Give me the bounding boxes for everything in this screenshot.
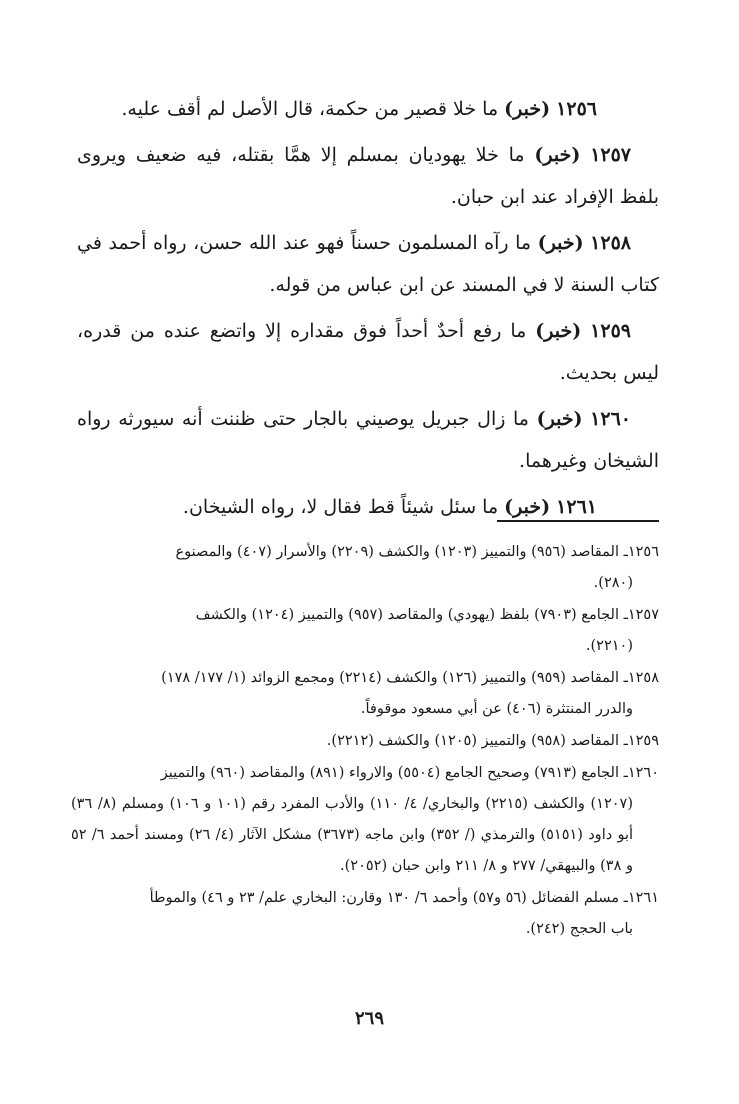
footnote-text: ١٢٥٦ـ المقاصد (٩٥٦) والتمييز (١٢٠٣) والكشف (٢٢٠٩) والأسرار (٤٠٧) والمصنوع	[175, 544, 659, 560]
footnote-1259	[71, 726, 659, 757]
footnote-continuation: (١٢٠٧) والكشف (٢٢١٥) والبخاري/ ٤/ ١١٠) والأدب المفرد رقم (١٠١ و ١٠٦) ومسلم (٨/ ٣٦) أبو داود (٥١٥١) والترمذي (/ ٣٥٢) وابن ماجه (٣٦٧٣) مشكل الآثار (٤/ ٢٦) ومسند أحمد ٦/ ٥٢ و ٣٨) والبيهقي/ ٢٧٧ و ٨/ ٢١١ وابن حبان (٢٠٥٢).	[71, 796, 634, 874]
footnote-continuation: والدرر المنتثرة (٤٠٦) عن أبي مسعود موقوفاً.	[360, 701, 633, 717]
entry-text: ما خلا يهوديان بمسلم إلا همَّا بقتله، فيه ضعيف ويروى بلفظ الإفراد عند ابن حبان.	[77, 144, 659, 208]
entry-tag: (خبر)	[504, 496, 551, 518]
footnote-text: ١٢٥٧ـ الجامع (٧٩٠٣) بلفظ (يهودي) والمقاصد (٩٥٧) والتمييز (١٢٠٤) والكشف	[195, 607, 659, 623]
page-number: ٢٦٩	[354, 1008, 384, 1029]
entry-tag: (خبر)	[535, 320, 582, 342]
footnote-1258	[71, 663, 659, 725]
entry-text: ما رآه المسلمون حسناً فهو عند الله حسن، رواه أحمد في كتاب السنة لا في المسند عن ابن عباس من قوله.	[77, 232, 659, 296]
entry-number: ١٢٦٠	[590, 408, 631, 430]
hadith-entry-1259	[77, 310, 659, 394]
hadith-entry-1260	[77, 398, 659, 482]
footnote-text: ١٢٦١ـ مسلم الفضائل (٥٦ و٥٧) وأحمد ٦/ ١٣٠ وقارن: البخاري علم/ ٢٣ و ٤٦) والموطأ	[149, 890, 659, 906]
entry-number: ١٢٥٨	[590, 232, 631, 254]
entry-text: ما زال جبريل يوصيني بالجار حتى ظننت أنه سيورثه رواه الشيخان وغيرهما.	[77, 408, 659, 472]
entry-tag: (خبر)	[504, 98, 551, 120]
footnote-continuation: باب الحجج (٢٤٢).	[525, 921, 633, 937]
footnote-text: ١٢٥٩ـ المقاصد (٩٥٨) والتمييز (١٢٠٥) والكشف (٢٢١٢).	[326, 733, 659, 749]
entry-number: ١٢٥٦	[556, 98, 597, 120]
entry-tag: (خبر)	[534, 144, 581, 166]
footnote-1260	[71, 758, 659, 882]
footnote-divider	[497, 520, 659, 522]
hadith-entry-1258	[77, 222, 659, 306]
hadith-entry-1256	[77, 88, 659, 130]
entry-number: ١٢٥٩	[590, 320, 631, 342]
footnote-1257	[71, 600, 659, 662]
entry-number: ١٢٦١	[556, 496, 597, 518]
footnote-text: ١٢٦٠ـ الجامع (٧٩١٣) وصحيح الجامع (٥٥٠٤) والارواء (٨٩١) والمقاصد (٩٦٠) والتمييز	[160, 765, 659, 781]
hadith-entry-1257	[77, 134, 659, 218]
footnote-continuation: (٢٨٠).	[593, 575, 633, 591]
entry-tag: (خبر)	[537, 232, 584, 254]
entry-text: ما سئل شيئاً قط فقال لا، رواه الشيخان.	[182, 496, 499, 518]
entry-text: ما خلا قصير من حكمة، قال الأصل لم أقف عليه.	[121, 98, 499, 120]
entry-number: ١٢٥٧	[590, 144, 632, 166]
footnote-text: ١٢٥٨ـ المقاصد (٩٥٩) والتمييز (١٢٦) والكشف (٢٢١٤) ومجمع الزوائد (١/ ١٧٧/ ١٧٨)	[161, 670, 659, 686]
footnote-continuation: (٢٢١٠).	[585, 638, 633, 654]
footnotes	[71, 537, 659, 946]
hadith-entries	[77, 88, 659, 532]
entry-text: ما رفع أحدٌ أحداً فوق مقداره إلا واتضع عنده من قدره، ليس بحديث.	[77, 320, 659, 384]
footnote-1261	[71, 883, 659, 945]
footnote-1256	[71, 537, 659, 599]
entry-tag: (خبر)	[536, 408, 583, 430]
